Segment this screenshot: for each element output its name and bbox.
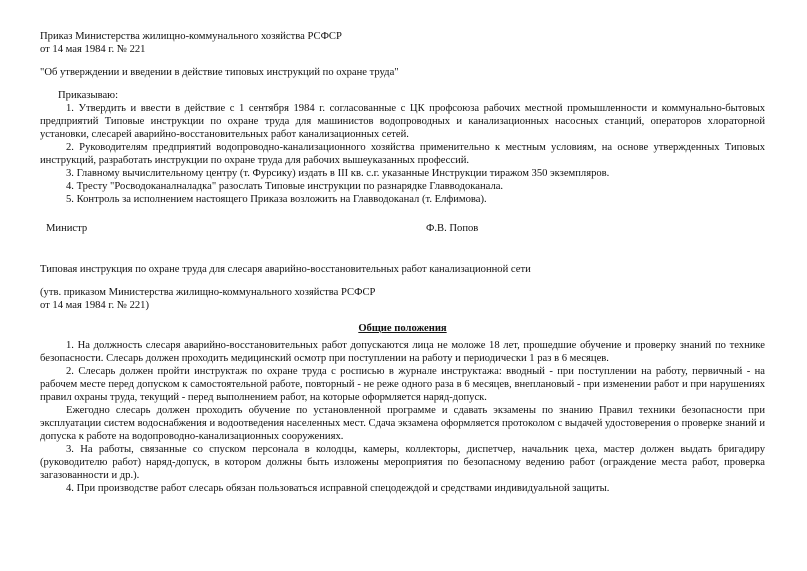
order-title: "Об утверждении и введении в действие типовых инструкций по охране труда": [40, 67, 399, 78]
instruction-paragraph: 4. При производстве работ слесарь обязан пользоваться исправной спецодеждой и средствами индивидуальной защиты.: [66, 483, 610, 494]
order-header-line2: от 14 мая 1984 г. № 221: [40, 44, 146, 55]
order-command: Приказываю:: [58, 90, 119, 101]
approved-line2: от 14 мая 1984 г. № 221): [40, 300, 149, 311]
order-item: 3. Главному вычислительному центру (т. Фурсику) издать в III кв. с.г. указанные Инструкции тиражом 350 экземпляров.: [66, 168, 610, 179]
instruction-paragraph: 1. На должность слесаря аварийно-восстановительных работ допускаются лица не моложе 18 лет, прошедшие обучение и проверку знаний по технике безопасности. Слесарь должен проходить медицинский осмотр при поступлении на работу и периодически 1 раз в 6 месяцев.: [40, 340, 765, 364]
instruction-paragraph: 2. Слесарь должен пройти инструктаж по охране труда с росписью в журнале инструктажа: вводный - при поступлении на работу, первичный - на рабочем месте перед допуском к самостоятельной работе, повторный - не реже одного раза в 6 месяцев, внеплановый - при изменении работ и при нарушениях правил охраны труда, текущий - перед выполнением работ, на которые оформляется наряд-допуск.: [40, 366, 765, 403]
order-item: 1. Утвердить и ввести в действие с 1 сентября 1984 г. согласованные с ЦК профсоюза рабочих местной промышленности и коммунально-бытовых предприятий Типовые инструкции по охране труда для машинистов водопроводных и канализационных насосных станций, операторов хлораторной установки, слесарей аварийно-восстановительных работ канализационных сетей.: [40, 103, 765, 140]
order-item: 5. Контроль за исполнением настоящего Приказа возложить на Главводоканал (т. Елфимова).: [66, 194, 487, 205]
approved-line1: (утв. приказом Министерства жилищно-коммунального хозяйства РСФСР: [40, 287, 376, 298]
document-page: [40, 30, 765, 495]
order-item: 2. Руководителям предприятий водопроводно-канализационного хозяйства применительно к местным условиям, на основе утвержденных Типовых инструкций, разработать инструкции по охране труда для рабочих вышеуказанных профессий.: [40, 142, 765, 166]
signature-name: Ф.В. Попов: [426, 223, 479, 234]
order-header-line1: Приказ Министерства жилищно-коммунального хозяйства РСФСР: [40, 31, 342, 42]
instruction-paragraph: Ежегодно слесарь должен проходить обучение по установленной программе и сдавать экзамены по знанию Правил техники безопасности при эксплуатации систем водоснабжения и водоотведения населенных мест. Сдача экзамена оформляется протоколом с выдачей удостоверения о проверке знаний и допуска к работе на водопроводно-канализационных сооружениях.: [40, 405, 765, 442]
instruction-paragraph: 3. На работы, связанные со спуском персонала в колодцы, камеры, коллекторы, диспетчер, начальник цеха, мастер должен выдать бригадиру (руководителю работ) наряд-допуск, в котором должны быть изложены мероприятия по безопасному ведению работ (ограждение места работ, проверка загазованности и др.).: [40, 444, 765, 481]
signature-row: [40, 222, 765, 235]
signature-role: Министр: [46, 223, 88, 234]
instruction-title: Типовая инструкция по охране труда для слесаря аварийно-восстановительных работ канализационной сети: [40, 264, 531, 275]
section-title: Общие положения: [358, 323, 447, 334]
order-item: 4. Тресту "Росводоканалналадка" разослать Типовые инструкции по разнарядке Главводоканала.: [66, 181, 504, 192]
